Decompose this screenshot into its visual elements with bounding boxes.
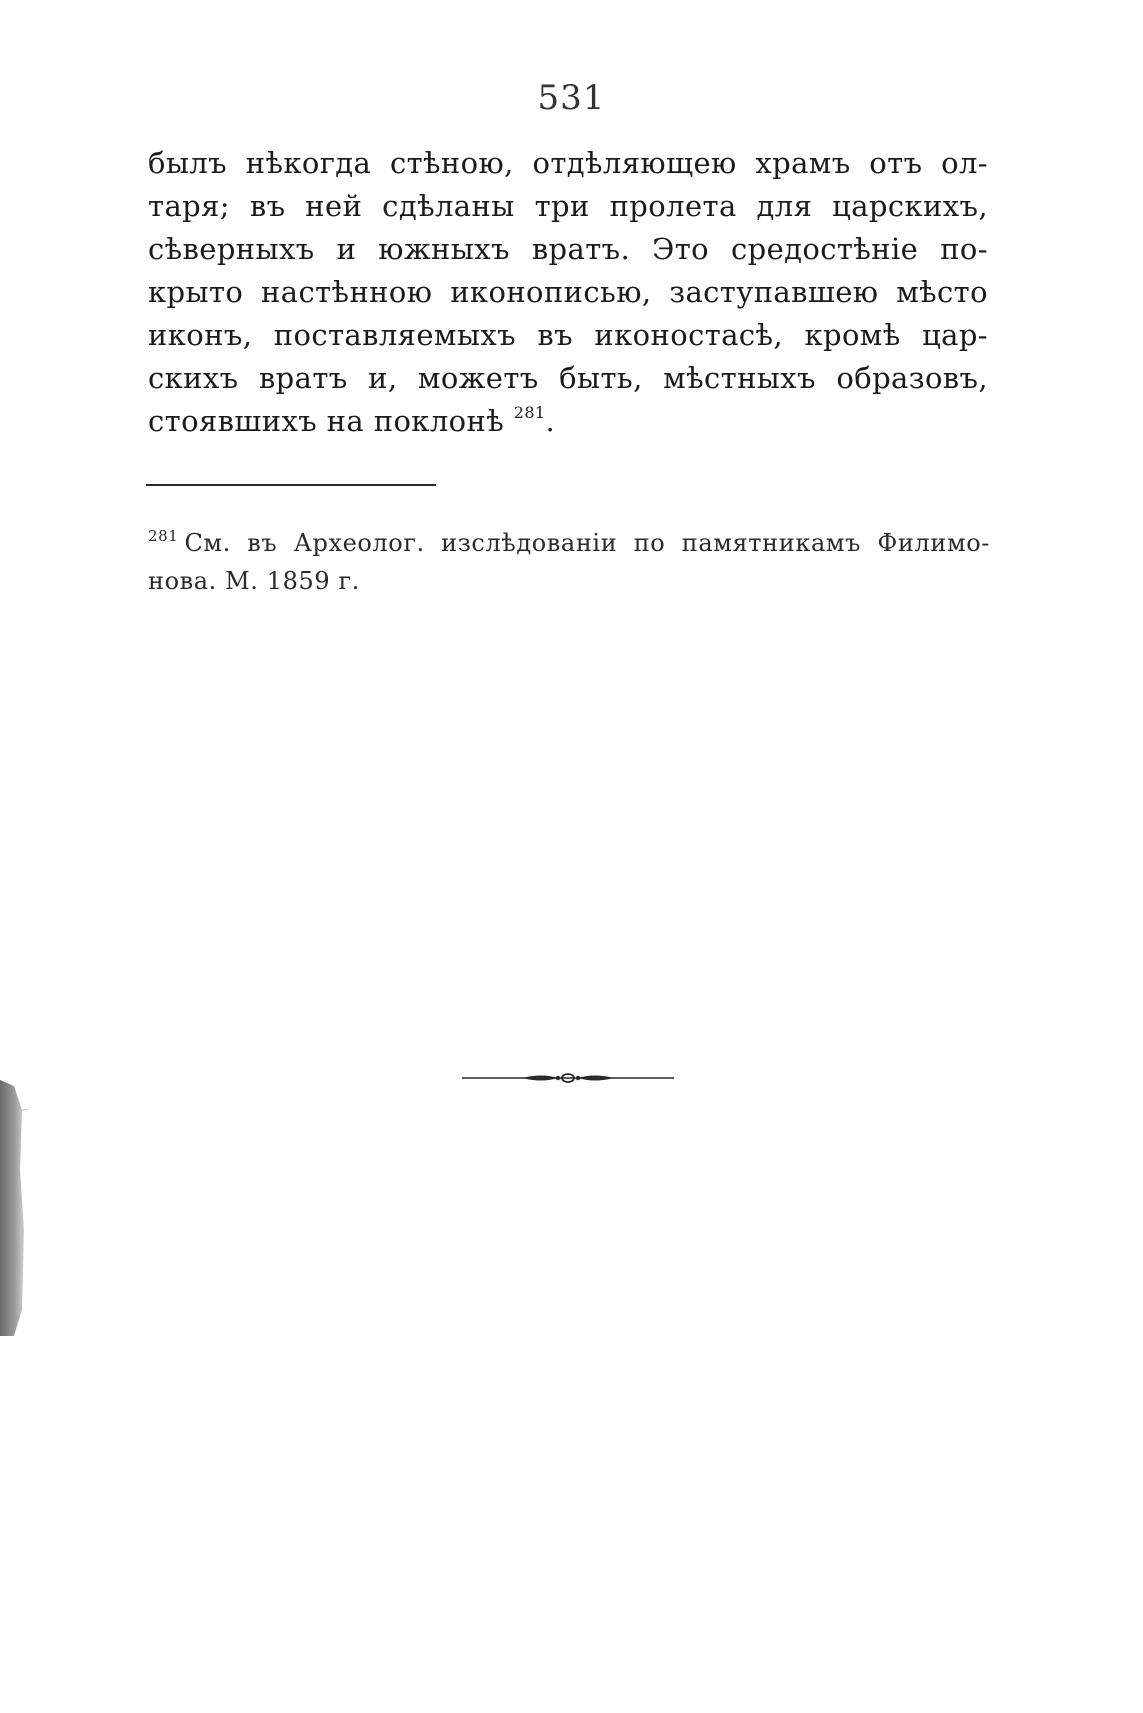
- end-punctuation: .: [545, 404, 556, 438]
- text-line: стоявшихъ на поклонѣ: [148, 404, 505, 438]
- footnote-text-1: См. въ Археолог. изслѣдованіи по памятникамъ Филимо-: [184, 529, 990, 557]
- footnote-reference: 281: [513, 403, 546, 422]
- text-line: былъ нѣкогда стѣною, отдѣляющею храмъ отъ ол-: [148, 146, 988, 180]
- main-text: [148, 142, 988, 443]
- footnote-line-1: [148, 524, 990, 562]
- footnote-separator: [146, 484, 436, 486]
- page-number: 531: [537, 78, 606, 118]
- ornament-tailpiece-icon: [462, 1068, 674, 1088]
- scan-edge-shadow: [0, 1080, 28, 1336]
- text-line: таря; въ ней сдѣланы три пролета для царскихъ,: [148, 189, 988, 223]
- footnote-number: 281: [148, 527, 179, 545]
- text-line: иконъ, поставляемыхъ въ иконостасѣ, кромѣ цар-: [148, 318, 988, 352]
- text-line-last: [148, 400, 988, 443]
- footnote-line-2: нова. М. 1859 г.: [148, 567, 360, 595]
- text-line: крыто настѣнною иконописью, заступавшею мѣсто: [148, 275, 988, 309]
- text-line: скихъ вратъ и, можетъ быть, мѣстныхъ образовъ,: [148, 361, 988, 395]
- text-line: сѣверныхъ и южныхъ вратъ. Это средостѣніе по-: [148, 232, 988, 266]
- footnote: [148, 524, 990, 600]
